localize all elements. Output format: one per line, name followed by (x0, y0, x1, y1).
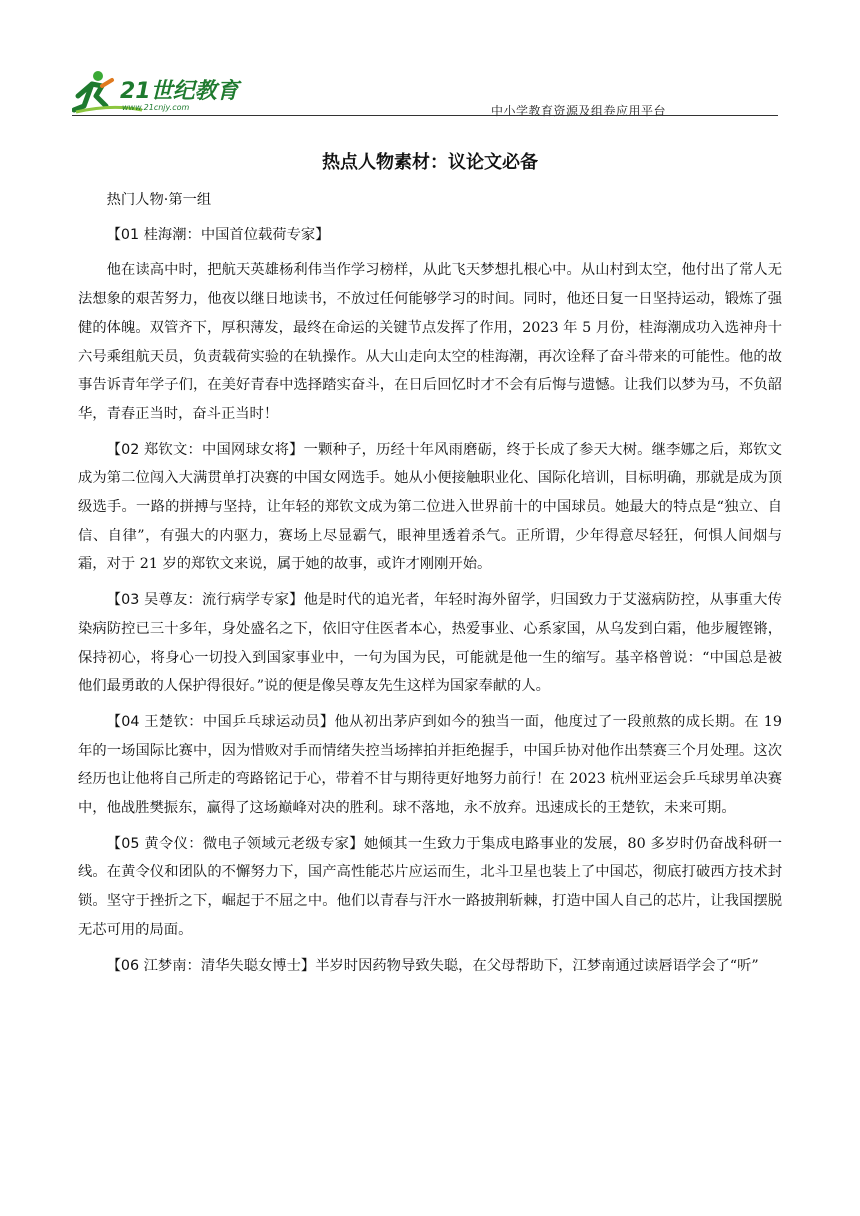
section-body: 半岁时因药物导致失聪，在父母帮助下，江梦南通过读唇语学会了“听” (315, 957, 759, 974)
section-heading: 【04 王楚钦：中国乒乓球运动员】 (106, 713, 335, 730)
section-body: 他从初出茅庐到如今的独当一面，他度过了一段煎熬的成长期。在 19 年的一场国际比赛中，因为惜败对手而情绪失控当场摔拍并拒绝握手，中国乒协对他作出禁赛三个月处理。这次经历也让他将自己所走的弯路铭记于心，带着不甘与期待更好地努力前行！在 2023 杭州亚运会乒乓球男单决赛中，他战胜樊振东，赢得了这场巅峰对决的胜利。球不落地，永不放弃。迅速成长的王楚钦，未来可期。 (78, 713, 782, 817)
section-01-heading (78, 221, 782, 250)
section-body: 一颗种子，历经十年风雨磨砺，终于长成了参天大树。继李娜之后，郑钦文成为第二位闯入大满贯单打决赛的中国女网选手。她从小便接触职业化、国际化培训，目标明确，那就是成为顶级选手。一路的拼搏与坚持，让年轻的郑钦文成为第二位进入世界前十的中国球员。她最大的特点是“独立、自信、自律”，有强大的内驱力，赛场上尽显霸气，眼神里透着杀气。正所谓，少年得意尽轻狂，何惧人间烟与霜，对于 21 岁的郑钦文来说，属于她的故事，或许才刚刚开始。 (78, 441, 782, 573)
section-body: 他是时代的追光者，年轻时海外留学，归国致力于艾滋病防控，从事重大传染病防控已三十多年，身处盛名之下，依旧守住医者本心，热爱事业、心系家国，从乌发到白霜，他步履铿锵，保持初心，将身心一切投入到国家事业中，一句为国为民，可能就是他一生的缩写。基辛格曾说：“中国总是被他们最勇敢的人保护得很好。”说的便是像吴尊友先生这样为国家奉献的人。 (78, 592, 782, 695)
runner-logo-icon (72, 66, 252, 114)
section-02 (78, 436, 782, 580)
section-heading: 【02 郑钦文：中国网球女将】 (106, 441, 304, 458)
logo-text: 21世纪教育 (120, 79, 239, 104)
logo (72, 66, 252, 114)
logo-url: www.21cnjy.com (122, 103, 190, 112)
section-heading: 【03 吴尊友：流行病学专家】 (106, 592, 304, 609)
section-05 (78, 830, 782, 945)
section-01-body: 他在读高中时，把航天英雄杨利伟当作学习榜样，从此飞天梦想扎根心中。从山村到太空，他付出了常人无法想象的艰苦努力，他夜以继日地读书，不放过任何能够学习的时间。同时，他还日复一日坚持运动，锻炼了强健的体魄。双管齐下，厚积薄发，最终在命运的关键节点发挥了作用，2023 年 5 月份，桂海潮成功入选神舟十六号乘组航天员，负责载荷实验的在轨操作。从大山走向太空的桂海潮，再次诠释了奋斗带来的可能性。他的故事告诉青年学子们，在美好青春中选择踏实奋斗，在日后回忆时才不会有后悔与遗憾。让我们以梦为马，不负韶华，青春正当时，奋斗正当时！ (78, 262, 782, 422)
section-heading: 【06 江梦南：清华失聪女博士】 (106, 957, 316, 974)
page-title: 热点人物素材：议论文必备 (322, 152, 538, 173)
section-06 (78, 952, 782, 981)
group-label: 热门人物·第一组 (106, 192, 212, 208)
section-03 (78, 586, 782, 701)
section-heading: 【05 黄令仪：微电子领域元老级专家】 (106, 835, 364, 852)
header-rule (72, 115, 778, 116)
section-04 (78, 708, 782, 823)
platform-name: 中小学教育资源及组卷应用平台 (490, 104, 666, 118)
section-heading: 【01 桂海潮：中国首位载荷专家】 (106, 226, 330, 243)
article-body (78, 186, 782, 987)
page-header (72, 62, 778, 117)
section-body: 她倾其一生致力于集成电路事业的发展，80 多岁时仍奋战科研一线。在黄令仪和团队的不懈努力下，国产高性能芯片应运而生，北斗卫星也装上了中国芯，彻底打破西方技术封锁。坚守于挫折之下，崛起于不屈之中。他们以青春与汗水一路披荆斩棘，打造中国人自己的芯片，让我国摆脱无芯可用的局面。 (78, 835, 782, 938)
